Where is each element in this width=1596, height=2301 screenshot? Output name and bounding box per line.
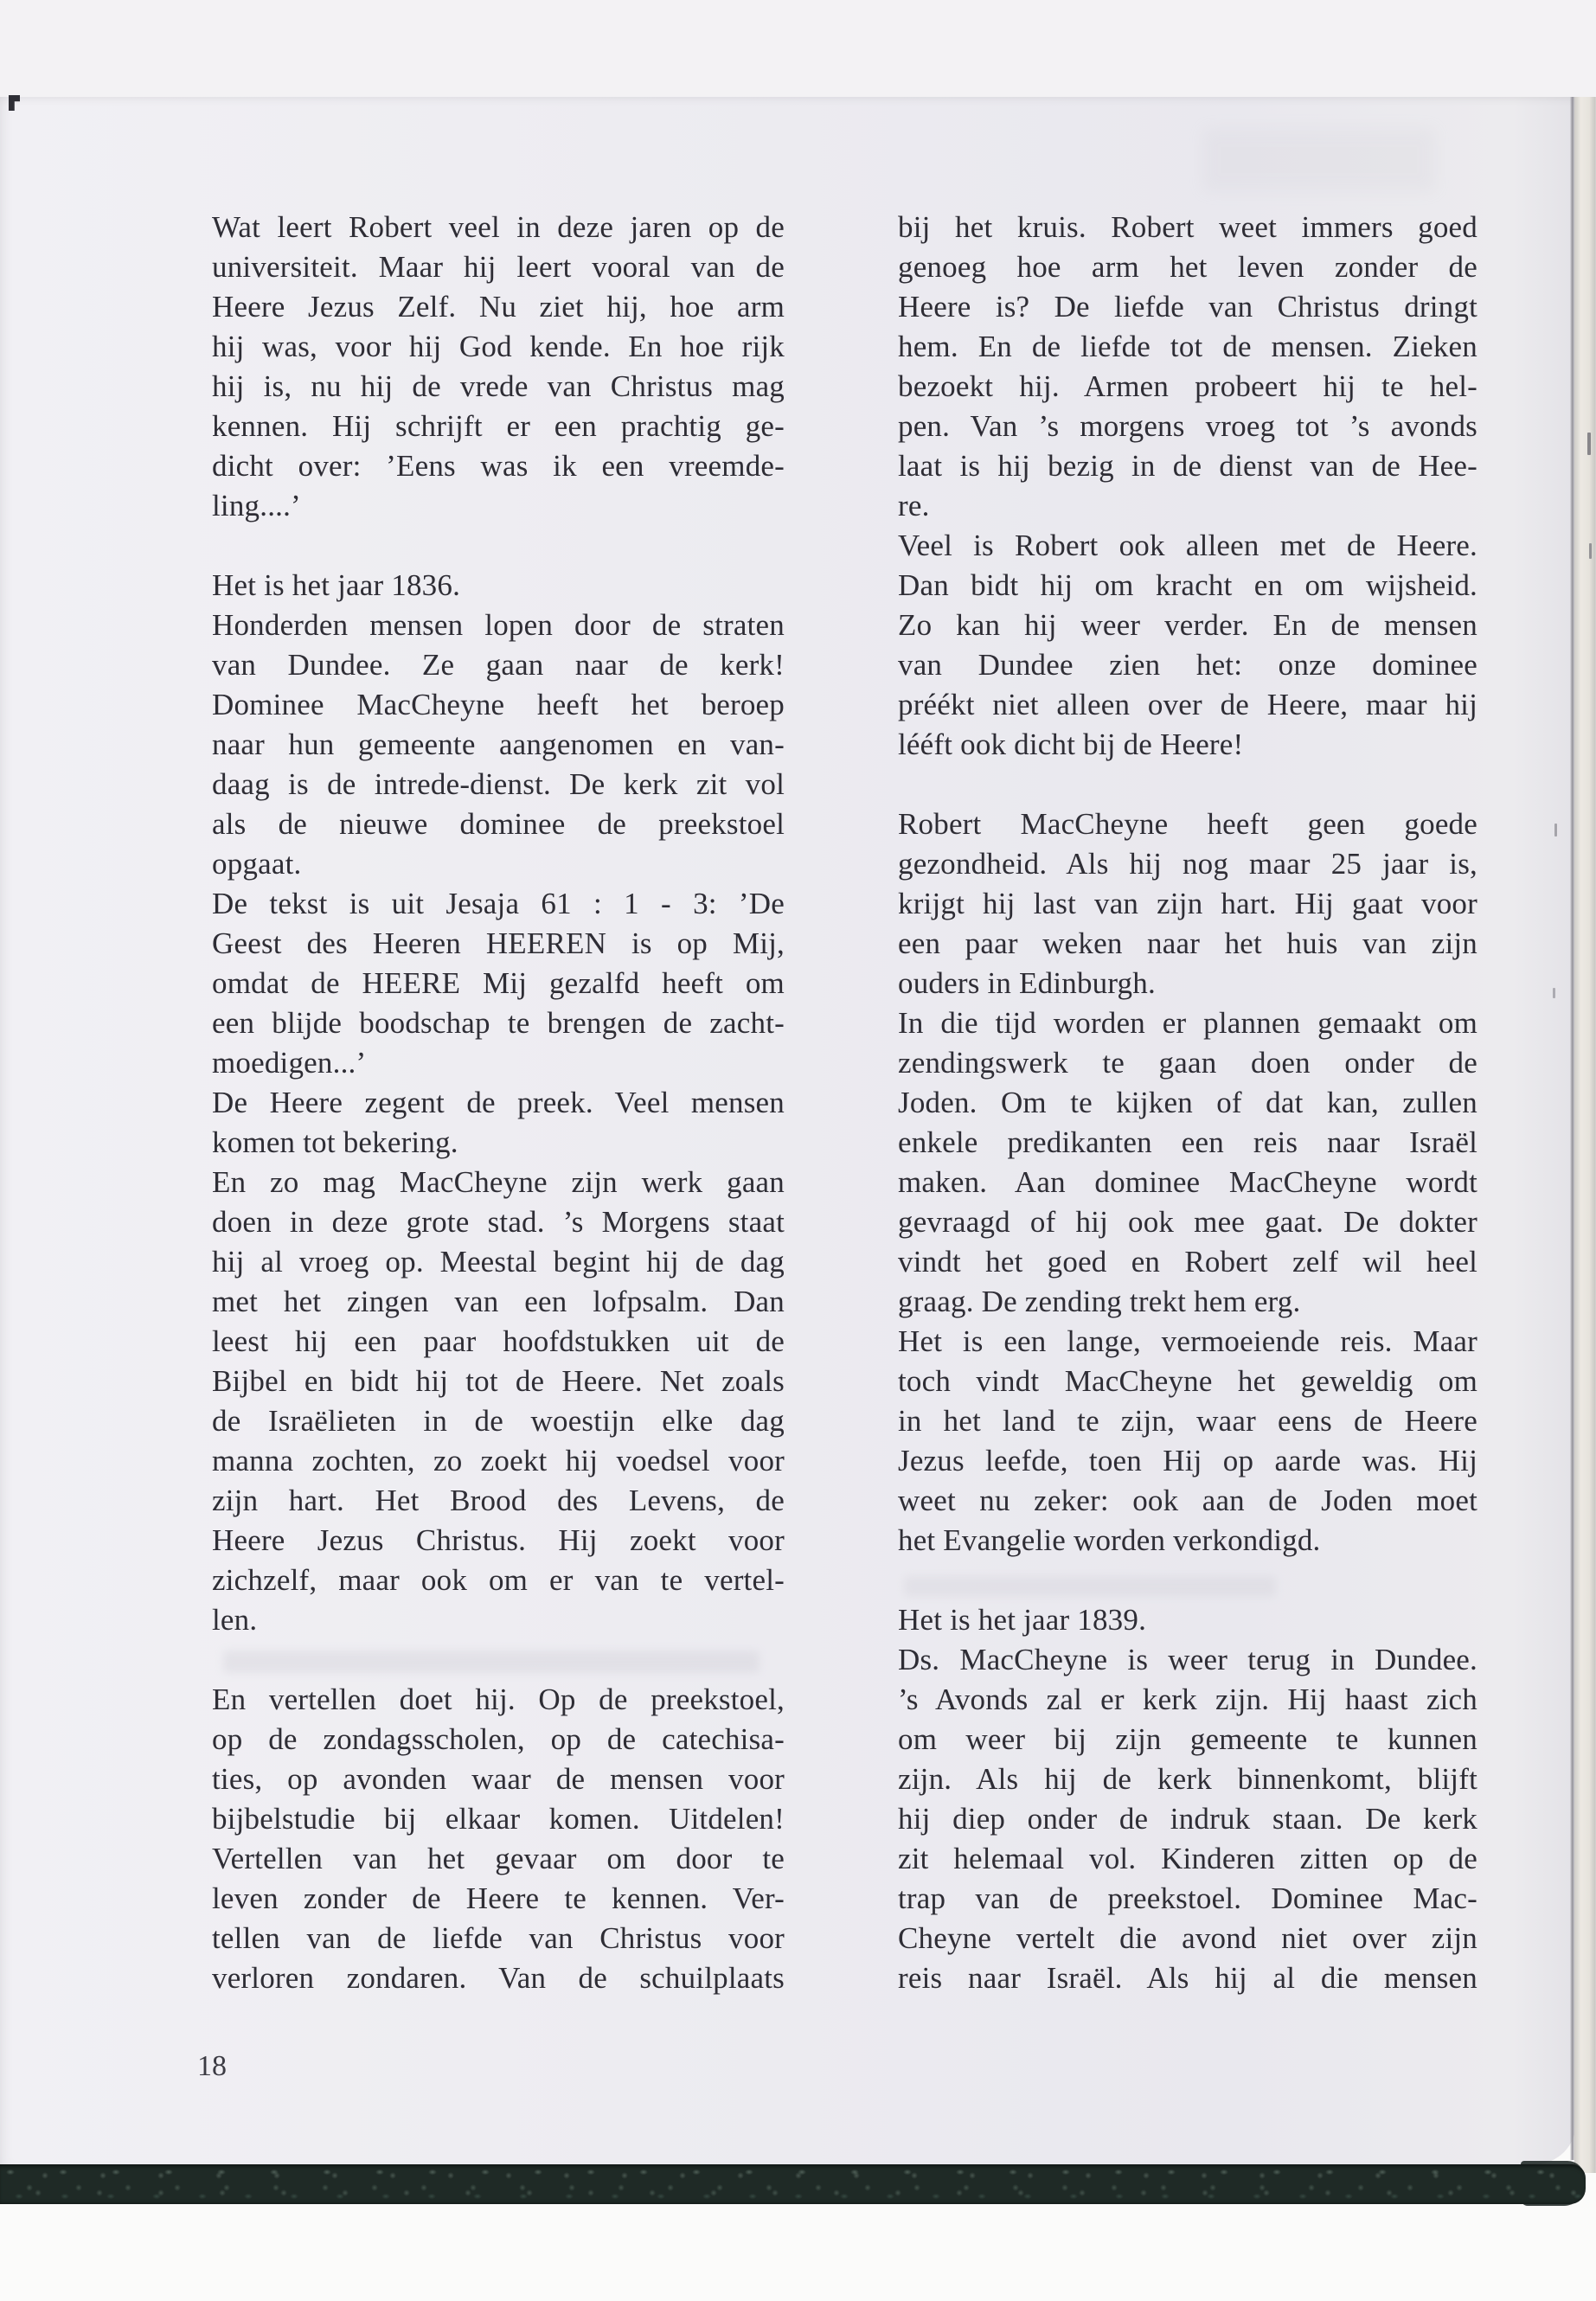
text-line: Zo kan hij weer verder. En de mensen <box>898 608 1477 642</box>
scan-speck <box>1587 433 1591 455</box>
text-line: Heere is? De liefde van Christus dringt <box>898 290 1477 324</box>
text-line: Het is een lange, vermoeiende reis. Maar <box>898 1324 1477 1358</box>
text-line: ling....’ <box>212 489 301 522</box>
text-line: Het is het jaar 1839. <box>898 1603 1147 1637</box>
text-line: gezondheid. Als hij nog maar 25 jaar is, <box>898 847 1477 881</box>
text-line: een paar weken naar het huis van zijn <box>898 926 1477 960</box>
text-line: naar hun gemeente aangenomen en van- <box>212 727 785 761</box>
text-line: ouders in Edinburgh. <box>898 966 1156 1000</box>
text-line: Cheyne vertelt die avond niet over zijn <box>898 1921 1477 1955</box>
text-line: len. <box>212 1603 258 1637</box>
text-line: hij al vroeg op. Meestal begint hij de dag <box>212 1245 785 1279</box>
text-line: dicht over: ’Eens was ik een vreemde- <box>212 449 785 483</box>
text-line: Joden. Om te kijken of dat kan, zullen <box>898 1086 1477 1119</box>
text-line: tellen van de liefde van Christus voor <box>212 1921 785 1955</box>
text-line: maken. Aan dominee MacCheyne wordt <box>898 1165 1477 1199</box>
text-line: reis naar Israël. Als hij al die mensen <box>898 1961 1477 1995</box>
text-line: graag. De zending trekt hem erg. <box>898 1285 1301 1318</box>
text-line: zendingswerk te gaan doen onder de <box>898 1046 1477 1080</box>
text-line: omdat de HEERE Mij gezalfd heeft om <box>212 966 785 1000</box>
text-line: Vertellen van het gevaar om door te <box>212 1842 785 1875</box>
text-line: De tekst is uit Jesaja 61 : 1 - 3: ’De <box>212 887 785 920</box>
text-line: gevraagd of hij ook mee gaat. De dokter <box>898 1205 1477 1239</box>
text-column-left <box>212 208 785 1998</box>
text-line: Heere Jezus Christus. Hij zoekt voor <box>212 1523 785 1557</box>
text-line: opgaat. <box>212 847 302 881</box>
text-line: doen in deze grote stad. ’s Morgens staat <box>212 1205 785 1239</box>
text-line: genoeg hoe arm het leven zonder de <box>898 250 1477 284</box>
text-line: Geest des Heeren HEEREN is op Mij, <box>212 926 785 960</box>
scan-speck <box>1553 988 1555 998</box>
blank-line <box>212 526 785 566</box>
scan-speck <box>1554 824 1557 836</box>
text-line: toch vindt MacCheyne het geweldig om <box>898 1364 1477 1398</box>
text-line: bijbelstudie bij elkaar komen. Uitdelen! <box>212 1802 785 1836</box>
text-line: zijn. Als hij de kerk binnenkomt, blijft <box>898 1762 1477 1796</box>
text-line: trap van de preekstoel. Dominee Mac- <box>898 1881 1477 1915</box>
text-line: re. <box>898 489 930 522</box>
text-line: krijgt hij last van zijn hart. Hij gaat voor <box>898 887 1477 920</box>
text-line: ’s Avonds zal er kerk zijn. Hij haast zich <box>898 1682 1477 1716</box>
text-line: om weer bij zijn gemeente te kunnen <box>898 1722 1477 1756</box>
text-line: verloren zondaren. Van de schuilplaats <box>212 1961 785 1995</box>
text-line: Robert MacCheyne heeft geen goede <box>898 807 1477 841</box>
text-line: vindt het goed en Robert zelf wil heel <box>898 1245 1477 1279</box>
text-line: kennen. Hij schrijft er een prachtig ge- <box>212 409 785 443</box>
text-line: manna zochten, zo zoekt hij voedsel voor <box>212 1444 785 1477</box>
scan-speck <box>1589 543 1592 559</box>
text-line: hem. En de liefde tot de mensen. Zieken <box>898 330 1477 363</box>
blank-line <box>898 1561 1477 1600</box>
text-line: het Evangelie worden verkondigd. <box>898 1523 1321 1557</box>
text-line: Het is het jaar 1836. <box>212 568 461 602</box>
text-line: In die tijd worden er plannen gemaakt om <box>898 1006 1477 1040</box>
text-line: lééft ook dicht bij de Heere! <box>898 727 1244 761</box>
text-line: van Dundee zien het: onze dominee <box>898 648 1477 682</box>
text-line: bij het kruis. Robert weet immers goed <box>898 210 1477 244</box>
text-line: zichzelf, maar ook om er van te vertel- <box>212 1563 785 1597</box>
text-line: zijn hart. Het Brood des Levens, de <box>212 1484 785 1517</box>
text-line: Jezus leefde, toen Hij op aarde was. Hij <box>898 1444 1477 1477</box>
text-line: Bijbel en bidt hij tot de Heere. Net zoals <box>212 1364 785 1398</box>
text-line: weet nu zeker: ook aan de Joden moet <box>898 1484 1477 1517</box>
text-line: hij diep onder de indruk staan. De kerk <box>898 1802 1477 1836</box>
text-line: laat is hij bezig in de dienst van de Hee- <box>898 449 1477 483</box>
text-line: zit helemaal vol. Kinderen zitten op de <box>898 1842 1477 1875</box>
text-line: Ds. MacCheyne is weer terug in Dundee. <box>898 1643 1477 1676</box>
text-line: moedigen...’ <box>212 1046 367 1080</box>
text-line: En zo mag MacCheyne zijn werk gaan <box>212 1165 785 1199</box>
text-line: een blijde boodschap te brengen de zacht- <box>212 1006 785 1040</box>
page-edges-strip <box>1574 97 1596 2173</box>
text-line: daag is de intrede-dienst. De kerk zit vol <box>212 767 785 801</box>
text-line: ties, op avonden waar de mensen voor <box>212 1762 785 1796</box>
blank-line <box>212 1640 785 1680</box>
text-line: De Heere zegent de preek. Veel mensen <box>212 1086 785 1119</box>
text-line: hij is, nu hij de vrede van Christus mag <box>212 369 785 403</box>
text-line: Veel is Robert ook alleen met de Heere. <box>898 529 1477 562</box>
text-line: de Israëlieten in de woestijn elke dag <box>212 1404 785 1438</box>
text-line: bezoekt hij. Armen probeert hij te hel- <box>898 369 1477 403</box>
text-line: Dan bidt hij om kracht en om wijsheid. <box>898 568 1477 602</box>
blank-line <box>898 765 1477 804</box>
text-line: komen tot bekering. <box>212 1125 458 1159</box>
text-line: in het land te zijn, waar eens de Heere <box>898 1404 1477 1438</box>
text-line: universiteit. Maar hij leert vooral van de <box>212 250 785 284</box>
text-line: leven zonder de Heere te kennen. Ver- <box>212 1881 785 1915</box>
text-line: als de nieuwe dominee de preekstoel <box>212 807 785 841</box>
text-line: Dominee MacCheyne heeft het beroep <box>212 688 785 721</box>
text-line: op de zondagsscholen, op de catechisa- <box>212 1722 785 1756</box>
text-line: Honderden mensen lopen door de straten <box>212 608 785 642</box>
book-cover-band <box>0 2164 1586 2204</box>
text-line: En vertellen doet hij. Op de preekstoel, <box>212 1682 785 1716</box>
text-line: Wat leert Robert veel in deze jaren op de <box>212 210 785 244</box>
text-line: préékt niet alleen over de Heere, maar hij <box>898 688 1477 721</box>
text-line: met het zingen van een lofpsalm. Dan <box>212 1285 785 1318</box>
text-line: hij was, voor hij God kende. En hoe rijk <box>212 330 785 363</box>
text-line: van Dundee. Ze gaan naar de kerk! <box>212 648 785 682</box>
text-line: leest hij een paar hoofdstukken uit de <box>212 1324 785 1358</box>
text-line: Heere Jezus Zelf. Nu ziet hij, hoe arm <box>212 290 785 324</box>
page-number: 18 <box>197 2050 227 2082</box>
text-line: enkele predikanten een reis naar Israël <box>898 1125 1477 1159</box>
text-line: pen. Van ’s morgens vroeg tot ’s avonds <box>898 409 1477 443</box>
text-column-right <box>898 208 1477 1998</box>
scanner-background-top <box>0 0 1596 97</box>
